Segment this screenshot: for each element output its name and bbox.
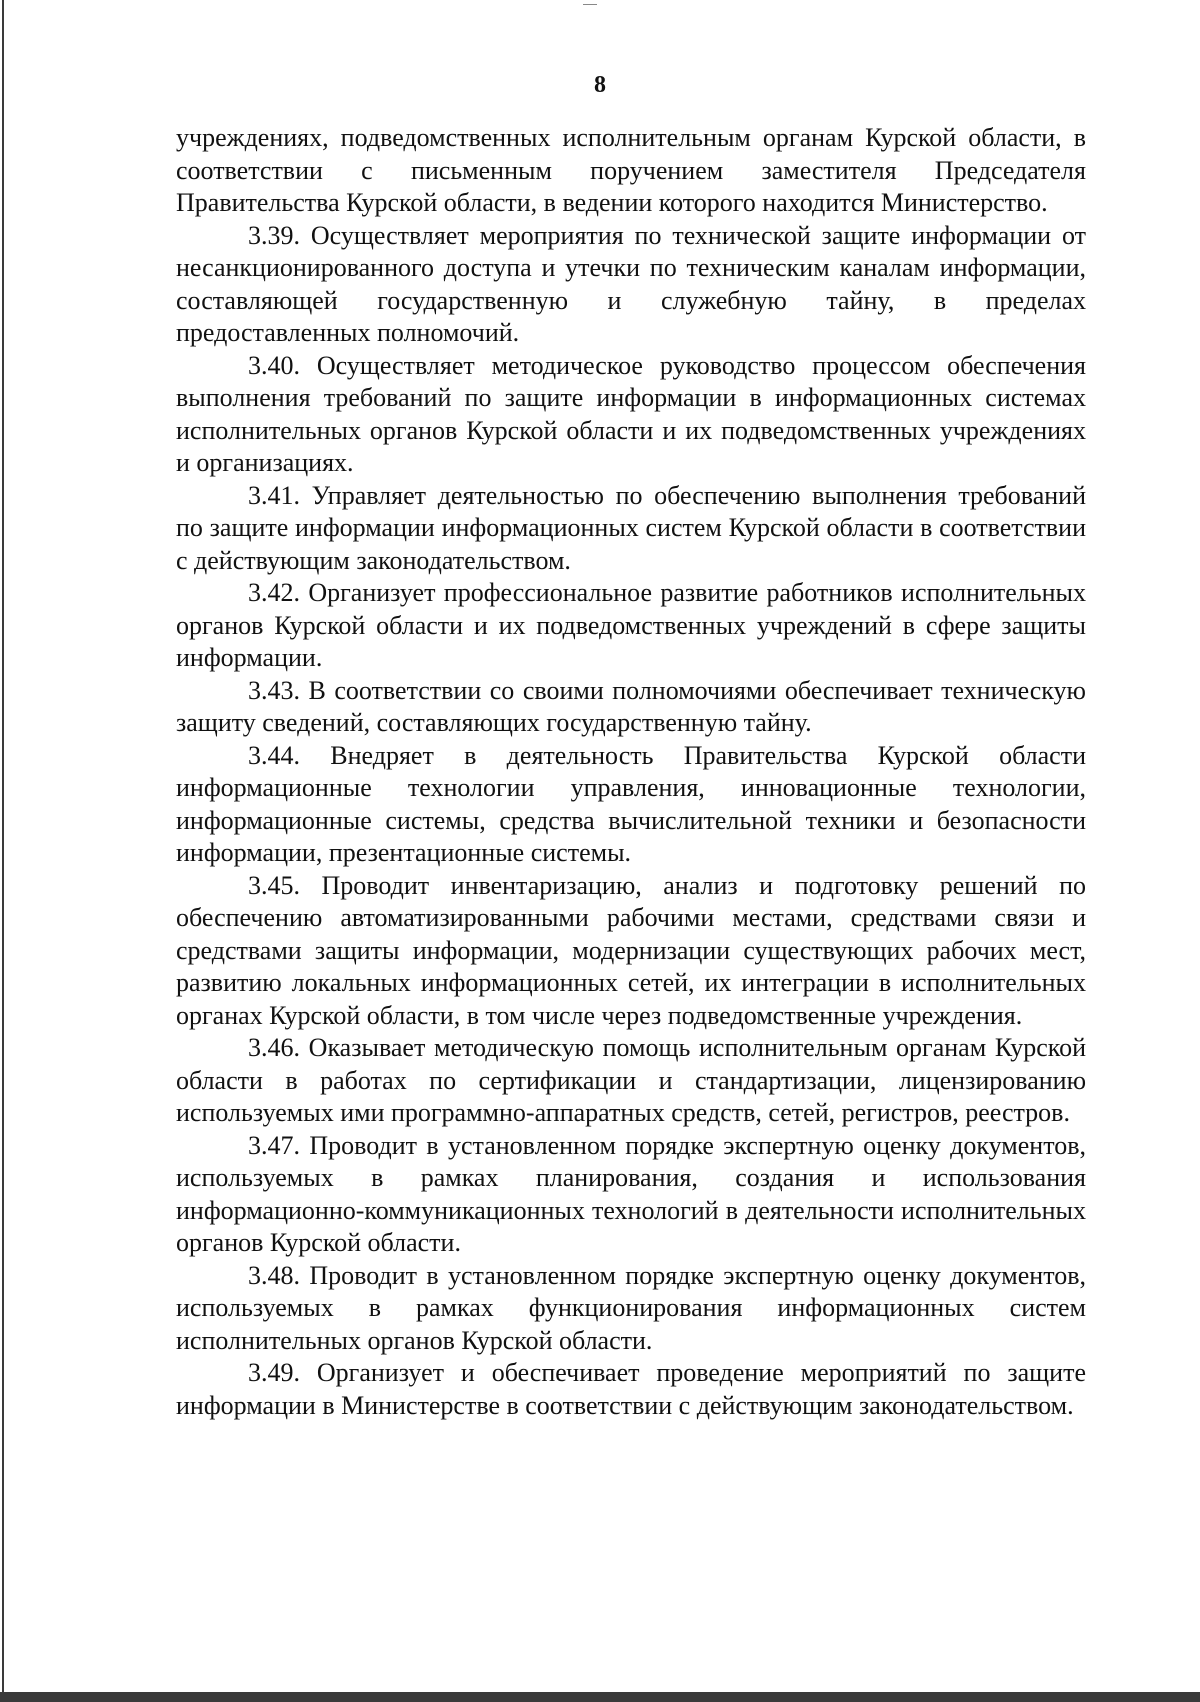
paragraph-3-44: 3.44. Внедряет в деятельность Правительства Курской области информационные технологии управления, инновационные технологии, информационные системы, средства вычислительной техники и безопасности информации, презентационные системы. [176,740,1086,867]
scan-border-left [2,0,4,1702]
paragraph-3-46: 3.46. Оказывает методическую помощь исполнительным органам Курской области в работах по сертификации и стандартизации, лицензированию используемых ими программно-аппаратных средств, сетей, регистров, реестров. [176,1033,1086,1127]
paragraph-3-41: 3.41. Управляет деятельностью по обеспечению выполнения требований по защите информации информационных систем Курской области в соответствии с действующим законодательством. [176,480,1086,575]
page-number: 8 [594,72,606,98]
paragraph-3-43: 3.43. В соответствии со своими полномочиями обеспечивает техническую защиту сведений, составляющих государственную тайну. [176,675,1086,737]
document-body [176,122,1086,1422]
paragraph-3-49: 3.49. Организует и обеспечивает проведение мероприятий по защите информации в Министерстве в соответствии с действующим законодательством. [176,1358,1086,1420]
paragraph-3-48: 3.48. Проводит в установленном порядке экспертную оценку документов, используемых в рамках функционирования информационных систем исполнительных органов Курской области. [176,1260,1086,1355]
paragraph-3-39: 3.39. Осуществляет мероприятия по технической защите информации от несанкционированного доступа и утечки по техническим каналам информации, составляющей государственную и служебную тайну, в пределах предоставленных полномочий. [176,220,1086,347]
paragraph-3-42: 3.42. Организует профессиональное развитие работников исполнительных органов Курской области и их подведомственных учреждений в сфере защиты информации. [176,578,1086,672]
paragraph-3-47: 3.47. Проводит в установленном порядке экспертную оценку документов, используемых в рамках планирования, создания и использования информационно-коммуникационных технологий в деятельности исполнительных органов Курской области. [176,1130,1086,1257]
scan-top-mark [583,4,597,5]
paragraph-3-45: 3.45. Проводит инвентаризацию, анализ и подготовку решений по обеспечению автоматизированными рабочими местами, средствами связи и средствами защиты информации, модернизации существующих рабочих мест, развитию локальных информационных сетей, их интеграции в исполнительных органах Курской области, в том числе через подведомственные учреждения. [176,870,1086,1030]
paragraph-3-40: 3.40. Осуществляет методическое руководство процессом обеспечения выполнения требований по защите информации в информационных системах исполнительных органов Курской области и их подведомственных учреждениях и организациях. [176,350,1086,477]
scan-border-bottom [0,1692,1200,1702]
paragraph-continuation: учреждениях, подведомственных исполнительным органам Курской области, в соответствии с письменным поручением заместителя Председателя Правительства Курской области, в ведении которого находится Министерство. [176,123,1086,217]
